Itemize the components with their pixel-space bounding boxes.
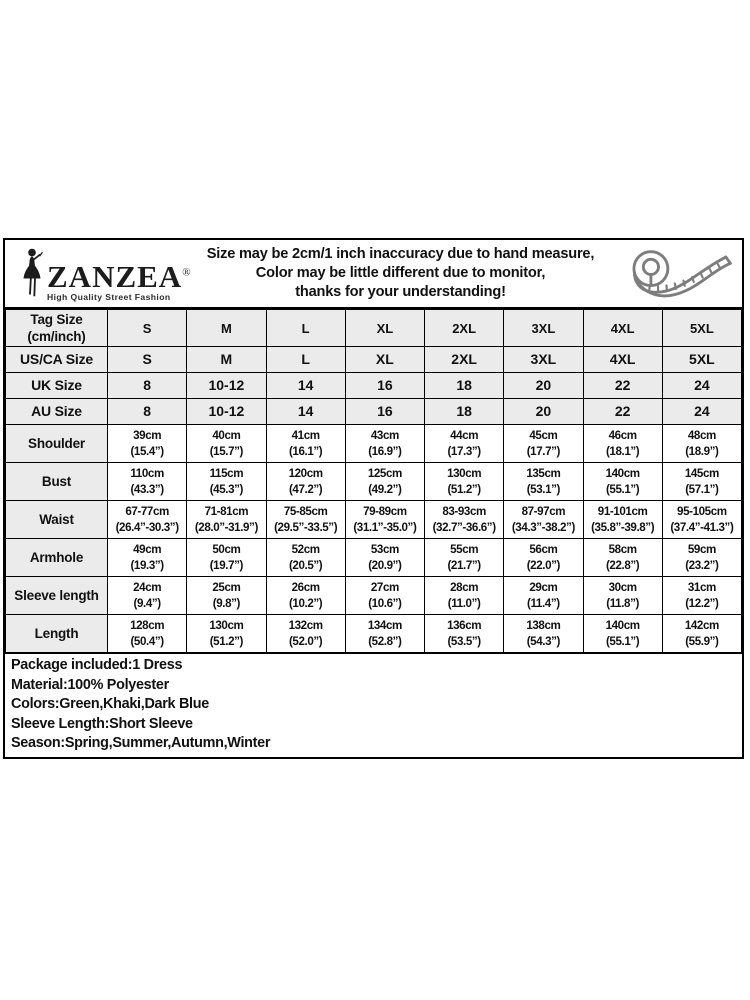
size-cell: 25cm (9.8”): [187, 577, 266, 615]
table-row: [6, 463, 742, 501]
table-row: [6, 373, 742, 399]
brand-header: [5, 240, 742, 309]
size-cell: 14: [266, 373, 345, 399]
size-table: [5, 309, 742, 653]
size-cell: 130cm (51.2”): [425, 463, 504, 501]
row-label: Tag Size (cm/inch): [6, 310, 108, 347]
row-label: Armhole: [6, 539, 108, 577]
size-cell: 39cm (15.4”): [108, 425, 187, 463]
size-cell: 48cm (18.9”): [662, 425, 741, 463]
size-cell: 67-77cm (26.4”-30.3”): [108, 501, 187, 539]
size-cell: 45cm (17.7”): [504, 425, 583, 463]
table-row: [6, 347, 742, 373]
product-info-line-colors: Colors:Green,Khaki,Dark Blue: [11, 696, 209, 712]
size-cell: 8: [108, 373, 187, 399]
tape-measure-icon: [617, 245, 733, 303]
size-cell: 134cm (52.8”): [345, 615, 424, 653]
size-cell: 3XL: [504, 310, 583, 347]
size-cell: 71-81cm (28.0”-31.9”): [187, 501, 266, 539]
size-chart-sheet: [3, 238, 744, 759]
size-cell: 40cm (15.7”): [187, 425, 266, 463]
product-info-line-material: Material:100% Polyester: [11, 676, 169, 693]
size-cell: 140cm (55.1”): [583, 615, 662, 653]
size-cell: 24: [662, 399, 741, 425]
size-cell: 125cm (49.2”): [345, 463, 424, 501]
size-cell: L: [266, 347, 345, 373]
size-table-body: [6, 310, 742, 653]
product-info-line-sleeve: Sleeve Length:Short Sleeve: [11, 715, 193, 732]
brand-logo-text-block: [47, 259, 191, 302]
size-cell: 41cm (16.1”): [266, 425, 345, 463]
size-cell: 18: [425, 399, 504, 425]
size-cell: 136cm (53.5”): [425, 615, 504, 653]
size-cell: 14: [266, 399, 345, 425]
row-label: UK Size: [6, 373, 108, 399]
size-cell: 46cm (18.1”): [583, 425, 662, 463]
product-info-line-package: Package included:1 Dress: [11, 657, 183, 673]
size-cell: 8: [108, 399, 187, 425]
size-cell: 28cm (11.0”): [425, 577, 504, 615]
size-cell: 49cm (19.3”): [108, 539, 187, 577]
table-row: [6, 310, 742, 347]
table-row: [6, 501, 742, 539]
size-cell: 16: [345, 399, 424, 425]
size-cell: 79-89cm (31.1”-35.0”): [345, 501, 424, 539]
size-cell: 120cm (47.2”): [266, 463, 345, 501]
size-cell: 56cm (22.0”): [504, 539, 583, 577]
size-cell: 58cm (22.8”): [583, 539, 662, 577]
size-cell: L: [266, 310, 345, 347]
disclaimer-line-3: thanks for your understanding!: [295, 284, 506, 300]
size-cell: 83-93cm (32.7”-36.6”): [425, 501, 504, 539]
table-row: [6, 425, 742, 463]
size-cell: 29cm (11.4”): [504, 577, 583, 615]
table-row: [6, 399, 742, 425]
size-cell: 22: [583, 399, 662, 425]
size-cell: 59cm (23.2”): [662, 539, 741, 577]
size-cell: 31cm (12.2”): [662, 577, 741, 615]
size-cell: 4XL: [583, 347, 662, 373]
size-cell: 142cm (55.9”): [662, 615, 741, 653]
size-cell: S: [108, 310, 187, 347]
woman-silhouette-icon: [19, 246, 45, 302]
size-cell: 3XL: [504, 347, 583, 373]
size-cell: 24: [662, 373, 741, 399]
size-cell: XL: [345, 310, 424, 347]
row-label: US/CA Size: [6, 347, 108, 373]
size-cell: 91-101cm (35.8”-39.8”): [583, 501, 662, 539]
product-info: [5, 653, 742, 757]
brand-tagline: High Quality Street Fashion: [47, 291, 171, 302]
size-cell: M: [187, 310, 266, 347]
row-label: Bust: [6, 463, 108, 501]
size-cell: 5XL: [662, 347, 741, 373]
size-cell: 30cm (11.8”): [583, 577, 662, 615]
size-cell: 20: [504, 373, 583, 399]
size-cell: 135cm (53.1”): [504, 463, 583, 501]
size-cell: 75-85cm (29.5”-33.5”): [266, 501, 345, 539]
registered-mark: ®: [182, 266, 191, 279]
tape-measure-wrap: [614, 245, 736, 303]
size-cell: 115cm (45.3”): [187, 463, 266, 501]
row-label: Length: [6, 615, 108, 653]
size-cell: 95-105cm (37.4”-41.3”): [662, 501, 741, 539]
size-cell: 27cm (10.6”): [345, 577, 424, 615]
size-cell: 2XL: [425, 310, 504, 347]
brand-logo: [19, 246, 191, 302]
size-cell: 24cm (9.4”): [108, 577, 187, 615]
size-cell: 44cm (17.3”): [425, 425, 504, 463]
row-label: Waist: [6, 501, 108, 539]
size-cell: 20: [504, 399, 583, 425]
size-cell: 43cm (16.9”): [345, 425, 424, 463]
size-cell: 145cm (57.1”): [662, 463, 741, 501]
size-cell: 87-97cm (34.3”-38.2”): [504, 501, 583, 539]
size-cell: 110cm (43.3”): [108, 463, 187, 501]
row-label: Sleeve length: [6, 577, 108, 615]
table-row: [6, 615, 742, 653]
size-cell: 53cm (20.9”): [345, 539, 424, 577]
size-cell: 140cm (55.1”): [583, 463, 662, 501]
size-cell: 16: [345, 373, 424, 399]
product-info-line-season: Season:Spring,Summer,Autumn,Winter: [11, 735, 271, 751]
size-cell: 18: [425, 373, 504, 399]
size-cell: 130cm (51.2”): [187, 615, 266, 653]
size-cell: 50cm (19.7”): [187, 539, 266, 577]
size-cell: 10-12: [187, 373, 266, 399]
size-cell: 5XL: [662, 310, 741, 347]
size-cell: 55cm (21.7”): [425, 539, 504, 577]
row-label: AU Size: [6, 399, 108, 425]
disclaimer-line-2: Color may be little different due to monitor,: [255, 265, 546, 281]
size-cell: 132cm (52.0”): [266, 615, 345, 653]
size-cell: 10-12: [187, 399, 266, 425]
size-cell: 4XL: [583, 310, 662, 347]
size-cell: S: [108, 347, 187, 373]
table-row: [6, 577, 742, 615]
row-label: Shoulder: [6, 425, 108, 463]
size-cell: 138cm (54.3”): [504, 615, 583, 653]
size-cell: 22: [583, 373, 662, 399]
size-cell: 128cm (50.4”): [108, 615, 187, 653]
size-cell: 26cm (10.2”): [266, 577, 345, 615]
brand-name: ZANZEA®: [47, 259, 191, 295]
size-cell: XL: [345, 347, 424, 373]
size-cell: M: [187, 347, 266, 373]
table-row: [6, 539, 742, 577]
size-cell: 52cm (20.5”): [266, 539, 345, 577]
disclaimer-line-1: Size may be 2cm/1 inch inaccuracy due to hand measure,: [206, 246, 595, 262]
disclaimer-text: [191, 245, 614, 302]
size-cell: 2XL: [425, 347, 504, 373]
